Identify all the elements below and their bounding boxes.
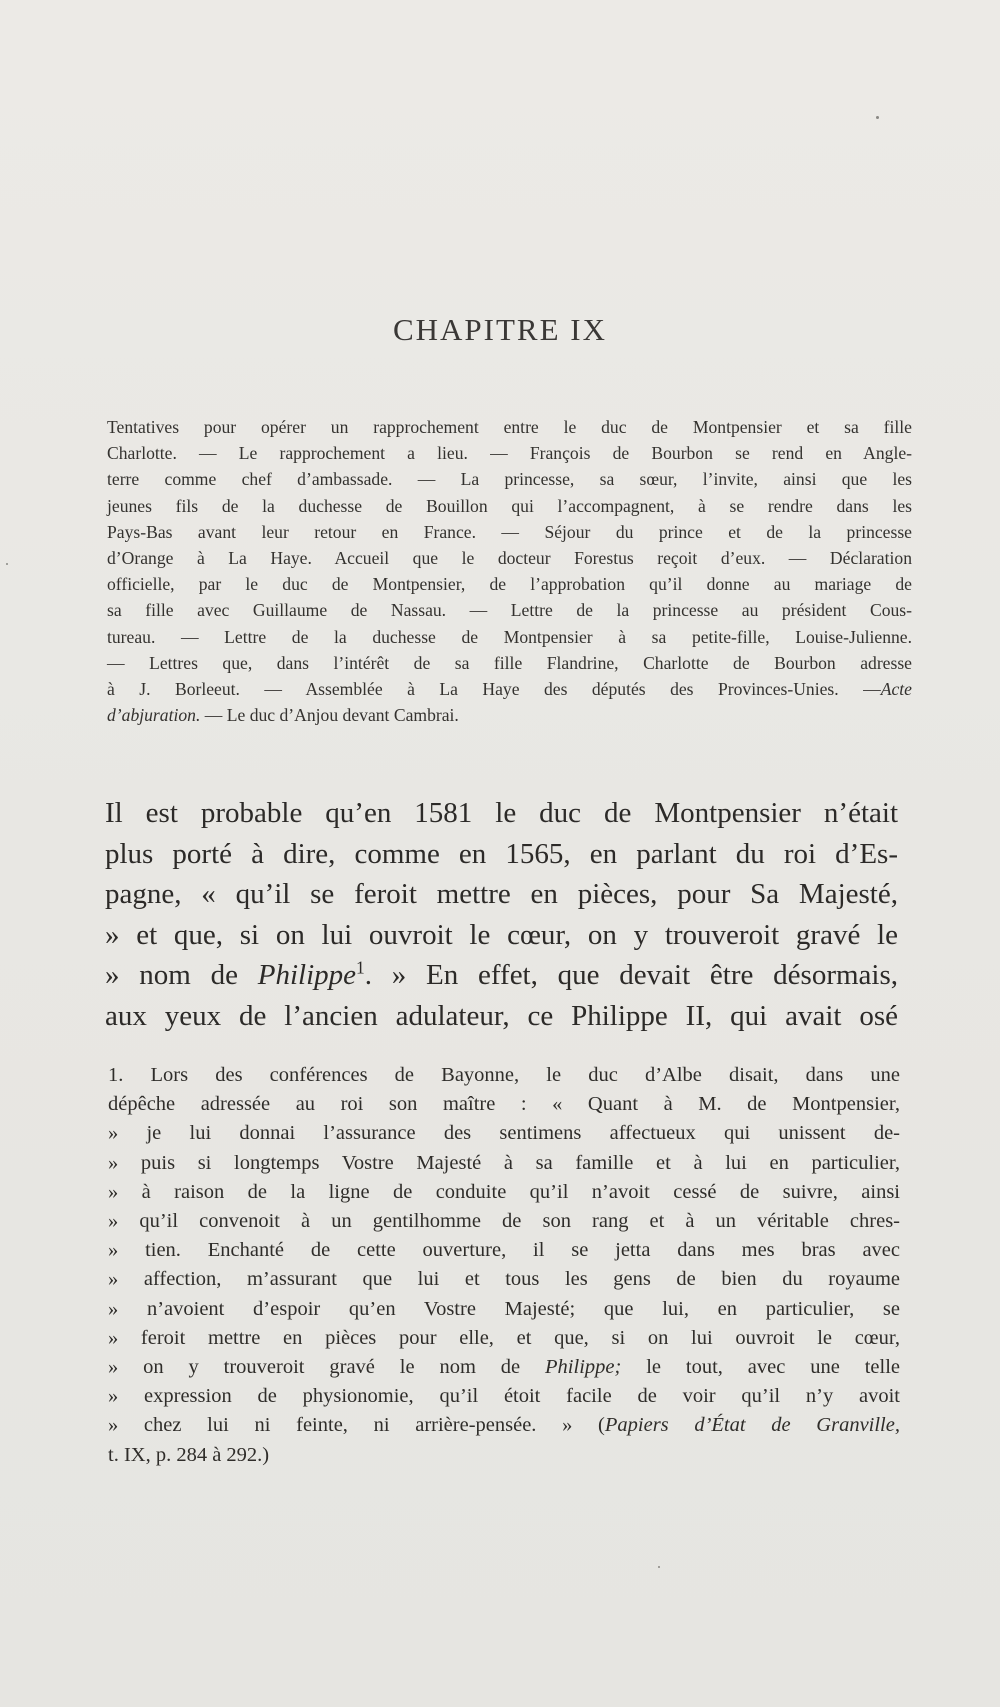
summary-line: Tentatives pour opérer un rapprochement entre le duc de Montpensier et sa fille [107, 417, 912, 437]
footnote-italic-source: Papiers d’État de Granville, [604, 1414, 900, 1437]
footnote-line: » affection, m’assurant que lui et tous les gens de bien du royaume [108, 1268, 900, 1291]
summary-line: Charlotte. — Le rapprochement a lieu. — François de Bourbon se rend en Angle- [107, 443, 912, 464]
body-paragraph [105, 793, 898, 1036]
footnote-line [108, 1353, 900, 1382]
summary-italic-acte: Acte [880, 679, 912, 700]
summary-line-text: — Le duc d’Anjou devant Cambrai. [200, 705, 459, 726]
footnote-line: » n’avoient d’espoir qu’en Vostre Majesté; que lui, en particulier, se [108, 1297, 900, 1320]
footnote [108, 1061, 900, 1470]
footnote-marker: 1 [356, 957, 365, 978]
footnote-text: le tout, avec une telle [621, 1356, 900, 1379]
footnote-line [108, 1411, 900, 1440]
footnote-text: » on y trouveroit gravé le nom de [108, 1356, 546, 1379]
summary-line: officielle, par le duc de Montpensier, de l’approbation qu’il donne au mariage de [107, 574, 912, 595]
summary-line: — Lettres que, dans l’intérêt de sa fille Flandrine, Charlotte de Bourbon adresse [107, 652, 912, 673]
footnote-line: 1. Lors des conférences de Bayonne, le duc d’Albe disait, dans une [108, 1064, 900, 1086]
body-line [105, 955, 898, 996]
chapter-summary [107, 414, 912, 728]
summary-line: terre comme chef d’ambassade. — La princesse, sa sœur, l’invite, ainsi que les [107, 469, 912, 490]
summary-line: d’Orange à La Haye. Accueil que le docteur Forestus reçoit d’eux. — Déclaration [107, 548, 912, 569]
summary-line: jeunes fils de la duchesse de Bouillon qui l’accompagnent, à se rendre dans les [107, 495, 912, 516]
summary-italic-abjuration: d’abjuration. [107, 705, 201, 726]
body-line: Il est probable qu’en 1581 le duc de Montpensier n’était [105, 797, 898, 829]
body-line: pagne, « qu’il se feroit mettre en pièces, pour Sa Majesté, [105, 878, 898, 910]
footnote-line: » à raison de la ligne de conduite qu’il n’avoit cessé de suivre, ainsi [108, 1180, 900, 1203]
paper-speck [658, 1566, 660, 1568]
summary-line: Pays-Bas avant leur retour en France. — Séjour du prince et de la princesse [107, 521, 912, 542]
summary-line-text: à J. Borleeut. — Assemblée à La Haye des députés des Provinces-Unies. — [107, 679, 881, 700]
body-line: aux yeux de l’ancien adulateur, ce Philippe II, qui avait osé [105, 999, 898, 1032]
body-line: » et que, si on lui ouvroit le cœur, on y trouveroit gravé le [105, 918, 898, 951]
summary-line [107, 702, 912, 728]
body-line: plus porté à dire, comme en 1565, en parlant du roi d’Es- [105, 837, 898, 870]
body-text: » nom de [105, 959, 258, 991]
footnote-line: dépêche adressée au roi son maître : « Quant à M. de Montpensier, [108, 1093, 900, 1116]
footnote-line: » expression de physionomie, qu’il étoit facile de voir qu’il n’y avoit [108, 1385, 900, 1408]
body-italic-philippe: Philippe [257, 959, 357, 991]
summary-line [107, 676, 912, 702]
footnote-text: » chez lui ni feinte, ni arrière-pensée. » ( [108, 1414, 605, 1437]
footnote-line: » puis si longtemps Vostre Majesté à sa famille et à lui en particulier, [108, 1151, 900, 1174]
chapter-title: CHAPITRE IX [392, 312, 608, 347]
paper-speck [6, 563, 8, 565]
footnote-line: » qu’il convenoit à un gentilhomme de son rang et à un véritable chres- [108, 1210, 900, 1233]
footnote-line: » tien. Enchanté de cette ouverture, il se jetta dans mes bras avec [108, 1239, 900, 1262]
body-text: . » En effet, que devait être désormais, [364, 959, 898, 991]
paper-speck [876, 116, 879, 119]
footnote-line: » je lui donnai l’assurance des sentimens affectueux qui unissent de- [108, 1122, 900, 1145]
footnote-line: t. IX, p. 284 à 292.) [108, 1443, 270, 1466]
footnote-italic-philippe: Philippe; [545, 1356, 622, 1379]
summary-line: tureau. — Lettre de la duchesse de Montpensier à sa petite-fille, Louise-Julienne. [107, 626, 912, 647]
summary-line: sa fille avec Guillaume de Nassau. — Lettre de la princesse au président Cous- [107, 600, 912, 621]
footnote-line: » feroit mettre en pièces pour elle, et que, si on lui ouvroit le cœur, [108, 1326, 900, 1349]
